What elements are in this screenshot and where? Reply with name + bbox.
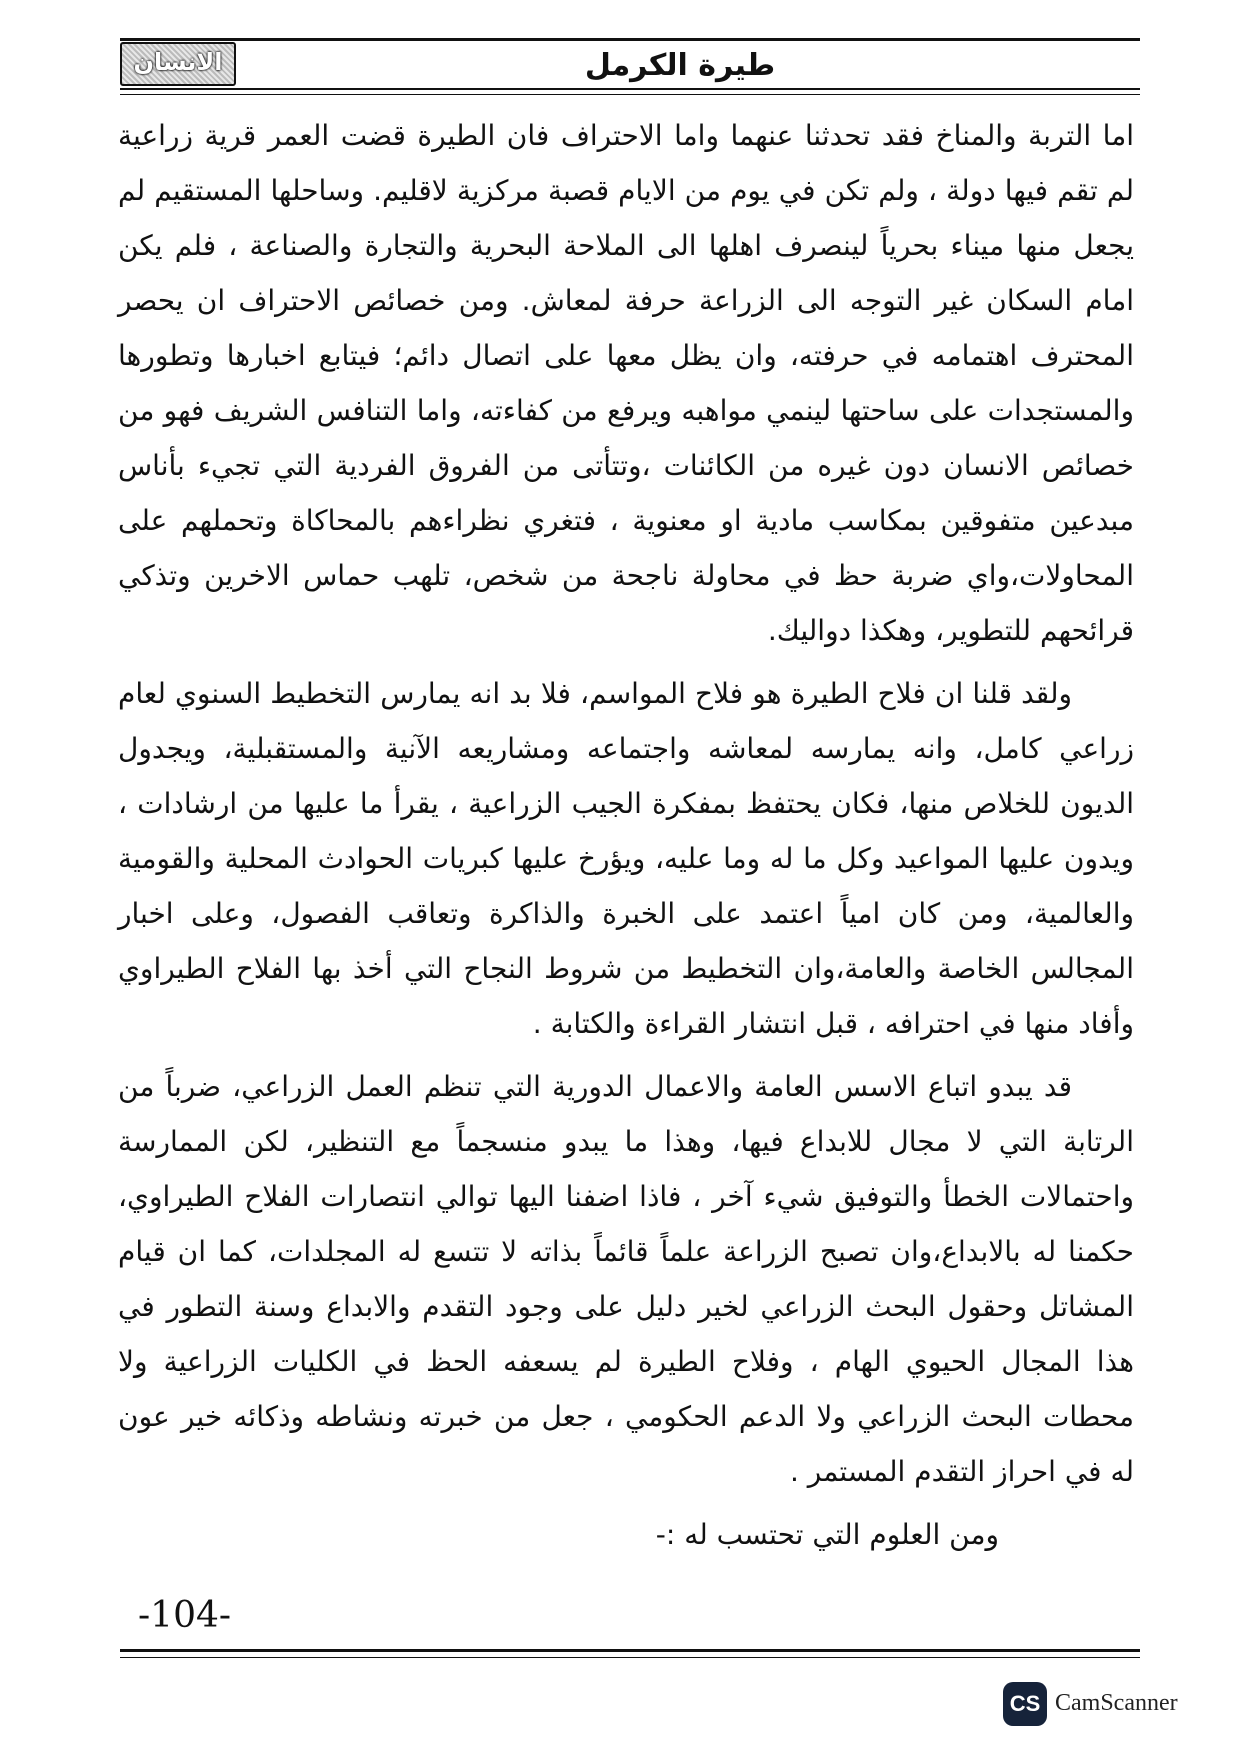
paragraph: اما التربة والمناخ فقد تحدثنا عنهما واما الاحتراف فان الطيرة قضت العمر قرية زراعية لم تقم فيها دولة ، ولم تكن في يوم من الايام قصبة مركزية لاقليم. وساحلها المستقيم لم يجعل منها ميناء بحرياً لينصرف اهلها الى الملاحة البحرية والتجارة والصناعة ، فلم يكن امام السكان غير التوجه الى الزراعة حرفة لمعاش. ومن خصائص الاحتراف ان يحصر المحترف اهتمامه في حرفته، وان يظل معها على اتصال دائم؛ فيتابع اخبارها وتطورها والمستجدات على ساحتها لينمي مواهبه ويرفع من كفاءته، واما التنافس الشريف فهو من خصائص الانسان دون غيره من الكائنات ،وتتأتى من الفروق الفردية التي تجيء بأناس مبدعين متفوقين بمكاسب مادية او معنوية ، فتغري نظراءهم بالمحاكاة وتحملهم على المحاولات،واي ضربة حظ في محاولة ناجحة من شخص، تلهب حماس الاخرين وتذكي قرائحهم للتطوير، وهكذا دواليك. <box>118 119 1134 647</box>
header-title: طيرة الكرمل <box>584 48 776 83</box>
paragraph: ولقد قلنا ان فلاح الطيرة هو فلاح المواسم، فلا بد انه يمارس التخطيط السنوي لعام زراعي كامل، وانه يمارسه لمعاشه واجتماعه ومشاريعه الآنية والمستقبلية، ويجدول الديون للخلاص منها، فكان يحتفظ بمفكرة الجيب الزراعية ، يقرأ ما عليها من ارشادات ، ويدون عليها المواعيد وكل ما له وما عليه، ويؤرخ عليها كبريات الحوادث المحلية والقومية والعالمية، ومن كان امياً اعتمد على الخبرة والذاكرة وتعاقب الفصول، وعلى اخبار المجالس الخاصة والعامة،وان التخطيط من شروط النجاح التي أخذ بها الفلاح الطيراوي وأفاد منها في احترافه ، قبل انتشار القراءة والكتابة . <box>118 677 1134 1040</box>
header-bottom-rule <box>120 88 1140 90</box>
paragraph: قد يبدو اتباع الاسس العامة والاعمال الدورية التي تنظم العمل الزراعي، ضرباً من الرتابة التي لا مجال للابداع فيها، وهذا ما يبدو منسجماً مع التنظير، لكن الممارسة واحتمالات الخطأ والتوفيق شيء آخر ، فاذا اضفنا اليها توالي انتصارات الفلاح الطيراوي، حكمنا له بالابداع،وان تصبح الزراعة علماً قائماً بذاته لا تتسع له المجلدات، كما ان قيام المشاتل وحقول البحث الزراعي لخير دليل على وجود التقدم والابداع وسنة التطور في هذا المجال الحيوي الهام ، وفلاح الطيرة لم يسعفه الحظ في الكليات الزراعية ولا محطات البحث الزراعي ولا الدعم الحكومي ، جعل من خبرته ونشاطه وذكائه خير عون له في احراز التقدم المستمر . <box>118 1070 1134 1488</box>
header-top-rule <box>120 38 1140 41</box>
body-text <box>118 108 1134 1570</box>
camscanner-watermark <box>1003 1682 1233 1730</box>
header-badge-label: الانسان <box>133 48 223 76</box>
footer-rule-thin <box>120 1657 1140 1658</box>
page-number: -104- <box>138 1595 232 1636</box>
camscanner-logo-icon: CS <box>1003 1682 1047 1726</box>
header-bottom-rule-thin <box>120 94 1140 95</box>
page-header <box>120 30 1140 110</box>
footer-rule <box>120 1649 1140 1652</box>
paragraph: ومن العلوم التي تحتسب له :- <box>655 1518 999 1551</box>
camscanner-label: CamScanner <box>1055 1690 1178 1716</box>
page-footer <box>120 1595 1140 1675</box>
header-badge <box>120 42 236 86</box>
